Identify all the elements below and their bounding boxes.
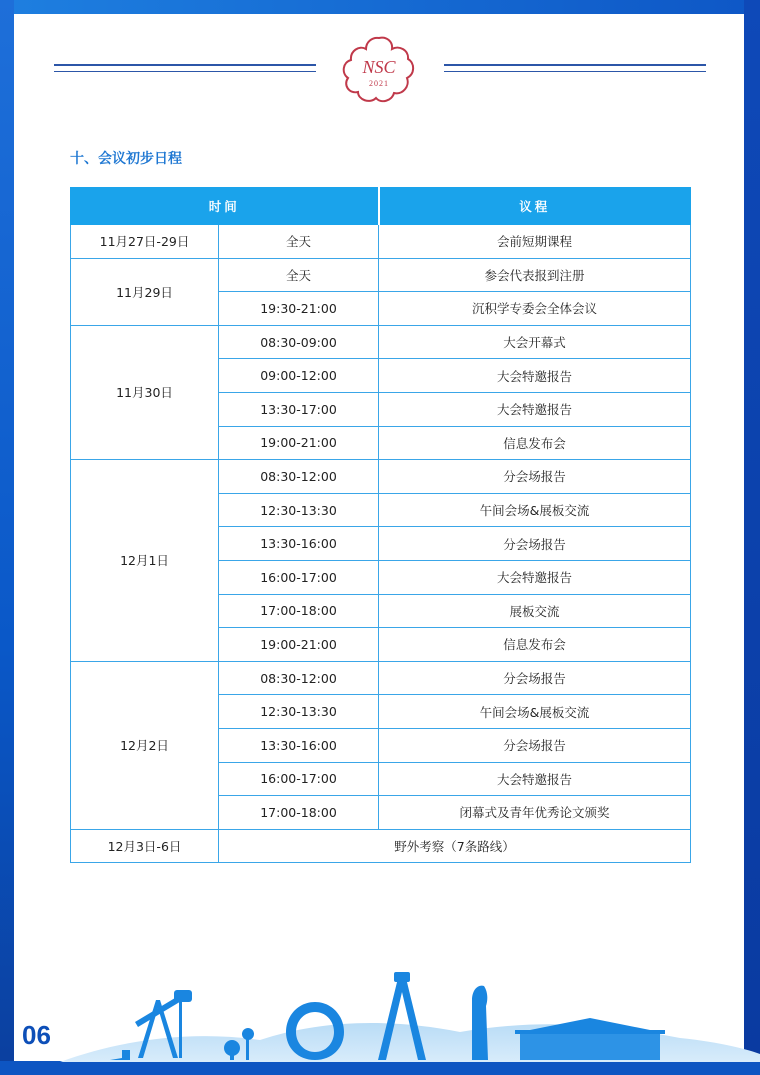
agenda-cell: 分会场报告 xyxy=(379,661,691,695)
agenda-cell: 大会特邀报告 xyxy=(379,392,691,426)
agenda-cell: 大会特邀报告 xyxy=(379,762,691,796)
header-time: 时间 xyxy=(71,188,379,225)
frame-left xyxy=(0,0,14,1075)
header-rule-left-1 xyxy=(54,64,316,66)
date-cell: 12月3日-6日 xyxy=(71,829,219,863)
frame-top xyxy=(0,0,760,14)
table-row xyxy=(71,460,691,494)
table-row xyxy=(71,258,691,292)
time-cell: 16:00-17:00 xyxy=(219,762,379,796)
time-cell: 12:30-13:30 xyxy=(219,695,379,729)
frame-bottom xyxy=(0,1061,760,1075)
header-rule-right-2 xyxy=(444,71,706,72)
header-rule-right-1 xyxy=(444,64,706,66)
agenda-cell: 会前短期课程 xyxy=(379,225,691,259)
agenda-cell: 沉积学专委会全体会议 xyxy=(379,292,691,326)
logo-year: 2021 xyxy=(369,79,389,88)
header-agenda: 议程 xyxy=(379,188,691,225)
nsc-logo xyxy=(341,34,417,104)
agenda-cell: 午间会场&展板交流 xyxy=(379,695,691,729)
time-cell: 全天 xyxy=(219,225,379,259)
agenda-cell: 野外考察（7条路线） xyxy=(219,829,691,863)
agenda-cell: 闭幕式及青年优秀论文颁奖 xyxy=(379,796,691,830)
agenda-cell: 信息发布会 xyxy=(379,628,691,662)
agenda-cell: 午间会场&展板交流 xyxy=(379,493,691,527)
time-cell: 08:30-12:00 xyxy=(219,661,379,695)
time-cell: 17:00-18:00 xyxy=(219,594,379,628)
date-cell: 11月30日 xyxy=(71,325,219,459)
agenda-cell: 大会特邀报告 xyxy=(379,560,691,594)
agenda-cell: 展板交流 xyxy=(379,594,691,628)
agenda-cell: 参会代表报到注册 xyxy=(379,258,691,292)
city-skyline-illustration xyxy=(60,970,760,1062)
frame-right xyxy=(744,0,760,1075)
time-cell: 19:00-21:00 xyxy=(219,426,379,460)
agenda-cell: 大会特邀报告 xyxy=(379,359,691,393)
time-cell: 17:00-18:00 xyxy=(219,796,379,830)
date-cell: 12月2日 xyxy=(71,661,219,829)
table-row xyxy=(71,661,691,695)
logo-text: NSC xyxy=(362,57,396,77)
agenda-cell: 大会开幕式 xyxy=(379,325,691,359)
schedule-body xyxy=(71,225,691,863)
time-cell: 09:00-12:00 xyxy=(219,359,379,393)
date-cell: 11月27日-29日 xyxy=(71,225,219,259)
date-cell: 12月1日 xyxy=(71,460,219,662)
time-cell: 19:30-21:00 xyxy=(219,292,379,326)
schedule-table xyxy=(70,187,691,863)
time-cell: 13:30-17:00 xyxy=(219,392,379,426)
time-cell: 13:30-16:00 xyxy=(219,527,379,561)
time-cell: 08:30-09:00 xyxy=(219,325,379,359)
time-cell: 12:30-13:30 xyxy=(219,493,379,527)
table-row xyxy=(71,829,691,863)
agenda-cell: 分会场报告 xyxy=(379,728,691,762)
table-row xyxy=(71,225,691,259)
page-number: 06 xyxy=(22,1020,51,1050)
time-cell: 16:00-17:00 xyxy=(219,560,379,594)
agenda-cell: 分会场报告 xyxy=(379,527,691,561)
header-rule-left-2 xyxy=(54,71,316,72)
table-header-row xyxy=(71,188,691,225)
agenda-cell: 分会场报告 xyxy=(379,460,691,494)
time-cell: 08:30-12:00 xyxy=(219,460,379,494)
agenda-cell: 信息发布会 xyxy=(379,426,691,460)
date-cell: 11月29日 xyxy=(71,258,219,325)
table-row xyxy=(71,325,691,359)
section-title: 十、会议初步日程 xyxy=(70,151,182,167)
time-cell: 全天 xyxy=(219,258,379,292)
time-cell: 13:30-16:00 xyxy=(219,728,379,762)
time-cell: 19:00-21:00 xyxy=(219,628,379,662)
